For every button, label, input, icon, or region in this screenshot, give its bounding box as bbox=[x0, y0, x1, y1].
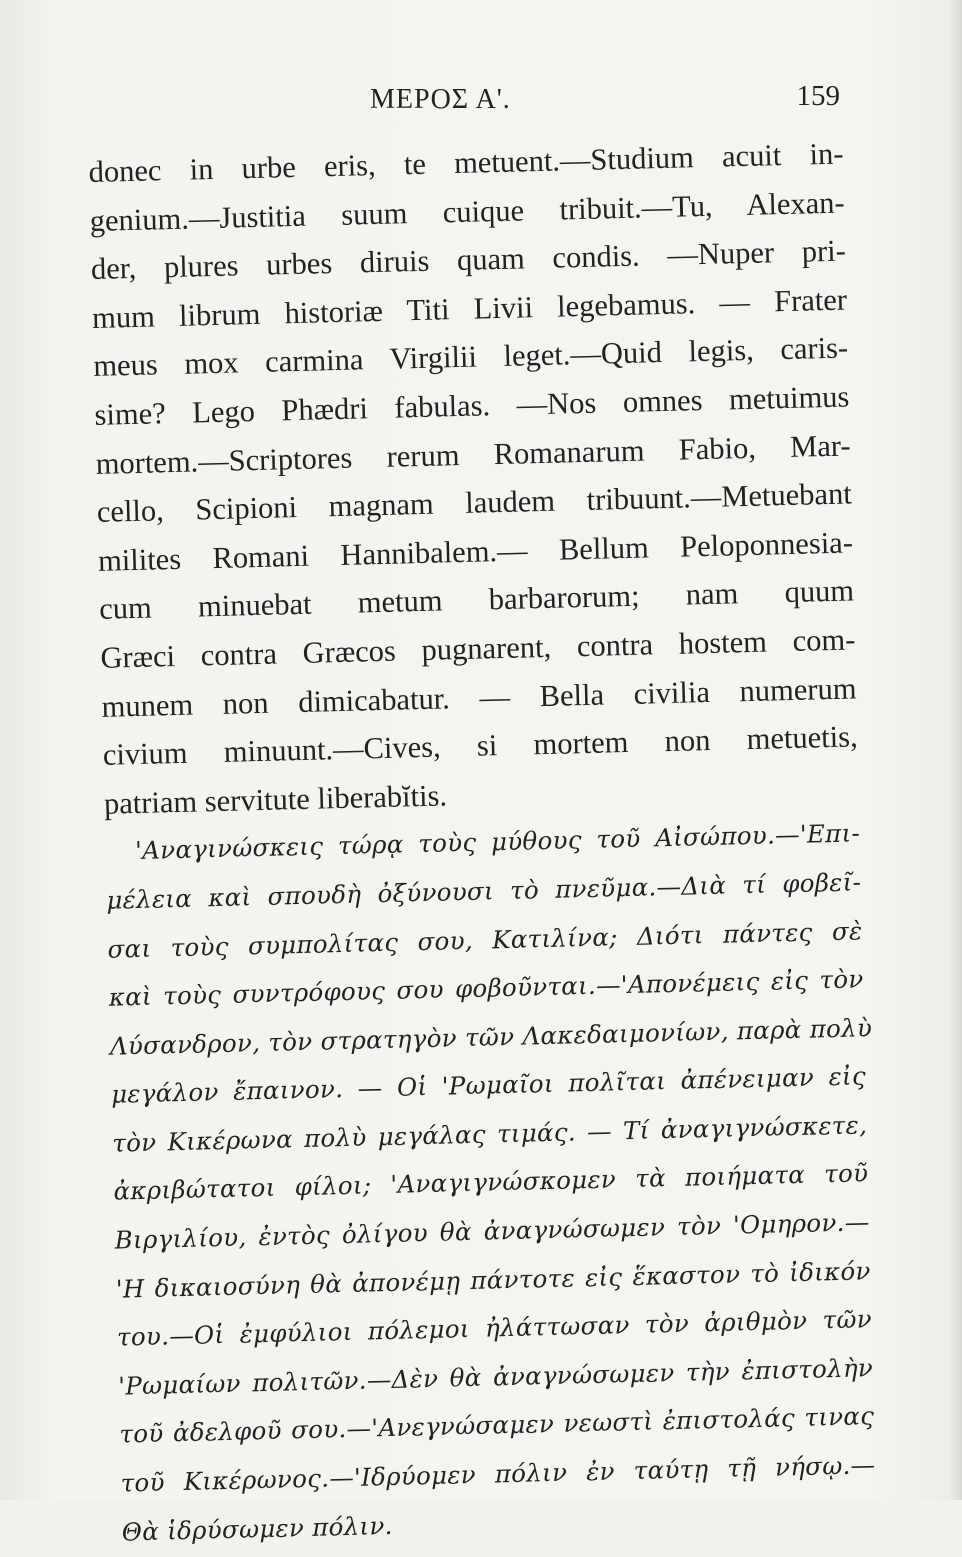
greek-line: Βιργιλίου, ἐντὸς ὀλίγου θὰ ἀναγνώσωμεν τὸν 'Ομηρον.— bbox=[114, 1207, 870, 1255]
greek-line: τοῦ Κικέρωνος.—'Ιδρύομεν πόλιν ἐν ταύτῃ τῇ νήσῳ.— bbox=[120, 1450, 876, 1498]
greek-line: 'Η δικαιοσύνη θὰ ἀπονέμῃ πάντοτε εἰς ἕκαστον τὸ ἰδικόν bbox=[115, 1255, 872, 1304]
greek-line: 'Αναγινώσκεις τώρᾳ τοὺς μύθους τοῦ Αἰσώπου.—'Επι- bbox=[134, 818, 861, 866]
latin-line: cello, Scipioni magnam laudem tribuunt.—Metuebant bbox=[96, 476, 853, 530]
page-number: 159 bbox=[796, 80, 840, 112]
latin-line: mortem.—Scriptores rerum Romanarum Fabio, Mar- bbox=[95, 428, 851, 481]
latin-line: sime? Lego Phædri fabulas. —Nos omnes metuimus bbox=[94, 379, 850, 432]
latin-line: der, plures urbes diruis quam condis. —Nuper pri- bbox=[90, 233, 847, 287]
latin-line: munem non dimicabatur. — Bella civilia numerum bbox=[101, 670, 857, 724]
greek-line: του.—Οἱ ἐμφύλιοι πόλεμοι ἠλάττωσαν τὸν ἀριθμὸν τῶν bbox=[116, 1304, 873, 1352]
latin-line: patriam servitute liberabĭtis. bbox=[103, 778, 448, 821]
greek-line: μέλεια καὶ σπουδὴ ὀξύνουσι τὸ πνεῦμα.—Διὰ τί φοβεῖ- bbox=[106, 867, 862, 915]
latin-line: Græci contra Græcos pugnarent, contra hostem com- bbox=[100, 622, 856, 675]
greek-line: τοῦ ἀδελφοῦ σου.—'Ανεγνώσαμεν νεωστὶ ἐπιστολάς τινας bbox=[119, 1401, 875, 1450]
greek-line: ἀκριβώτατοι φίλοι; 'Αναγιγνώσκομεν τὰ ποιήματα τοῦ bbox=[113, 1158, 869, 1207]
greek-line: Θὰ ἱδρύσωμεν πόλιν. bbox=[121, 1510, 393, 1547]
greek-line: καὶ τοὺς συντρόφους σου φοβοῦνται.—'Απονέμεις εἰς τὸν bbox=[108, 964, 864, 1012]
latin-line: donec in urbe eris, te metuent.—Studium acuit in- bbox=[88, 136, 844, 189]
greek-line: 'Ρωμαίων πολιτῶν.—Δὲν θὰ ἀναγνώσωμεν τὴν ἐπιστολὴν bbox=[117, 1353, 874, 1401]
greek-line: Λύσανδρον, τὸν στρατηγὸν τῶν Λακεδαιμονίων, παρὰ πολὺ bbox=[109, 1012, 873, 1061]
running-title: ΜΕΡΟΣ Α'. bbox=[370, 84, 511, 115]
page-body bbox=[88, 130, 877, 1557]
latin-line: civium minuunt.—Cives, si mortem non metuetis, bbox=[102, 719, 859, 772]
greek-line: μεγάλον ἔπαινον. — Οἱ 'Ρωμαῖοι πολῖται ἀπένειμαν εἰς bbox=[110, 1061, 867, 1109]
page-header bbox=[120, 80, 840, 120]
greek-line: σαι τοὺς συμπολίτας σου, Κατιλίνα; Διότι πάντες σὲ bbox=[107, 915, 863, 964]
latin-line: mum librum historiæ Titi Livii legebamus. — Frater bbox=[91, 282, 848, 335]
latin-line: milites Romani Hannibalem.— Bellum Peloponnesia- bbox=[97, 525, 854, 578]
latin-line: meus mox carmina Virgilii leget.—Quid legis, caris- bbox=[92, 330, 849, 384]
latin-line: genium.—Justitia suum cuique tribuit.—Tu, Alexan- bbox=[89, 185, 845, 238]
greek-line: τὸν Κικέρωνα πολὺ μεγάλας τιμάς. — Τί ἀναγιγνώσκετε, bbox=[111, 1110, 868, 1158]
page-edge bbox=[948, 0, 962, 1500]
latin-line: cum minuebat metum barbarorum; nam quum bbox=[98, 573, 855, 627]
